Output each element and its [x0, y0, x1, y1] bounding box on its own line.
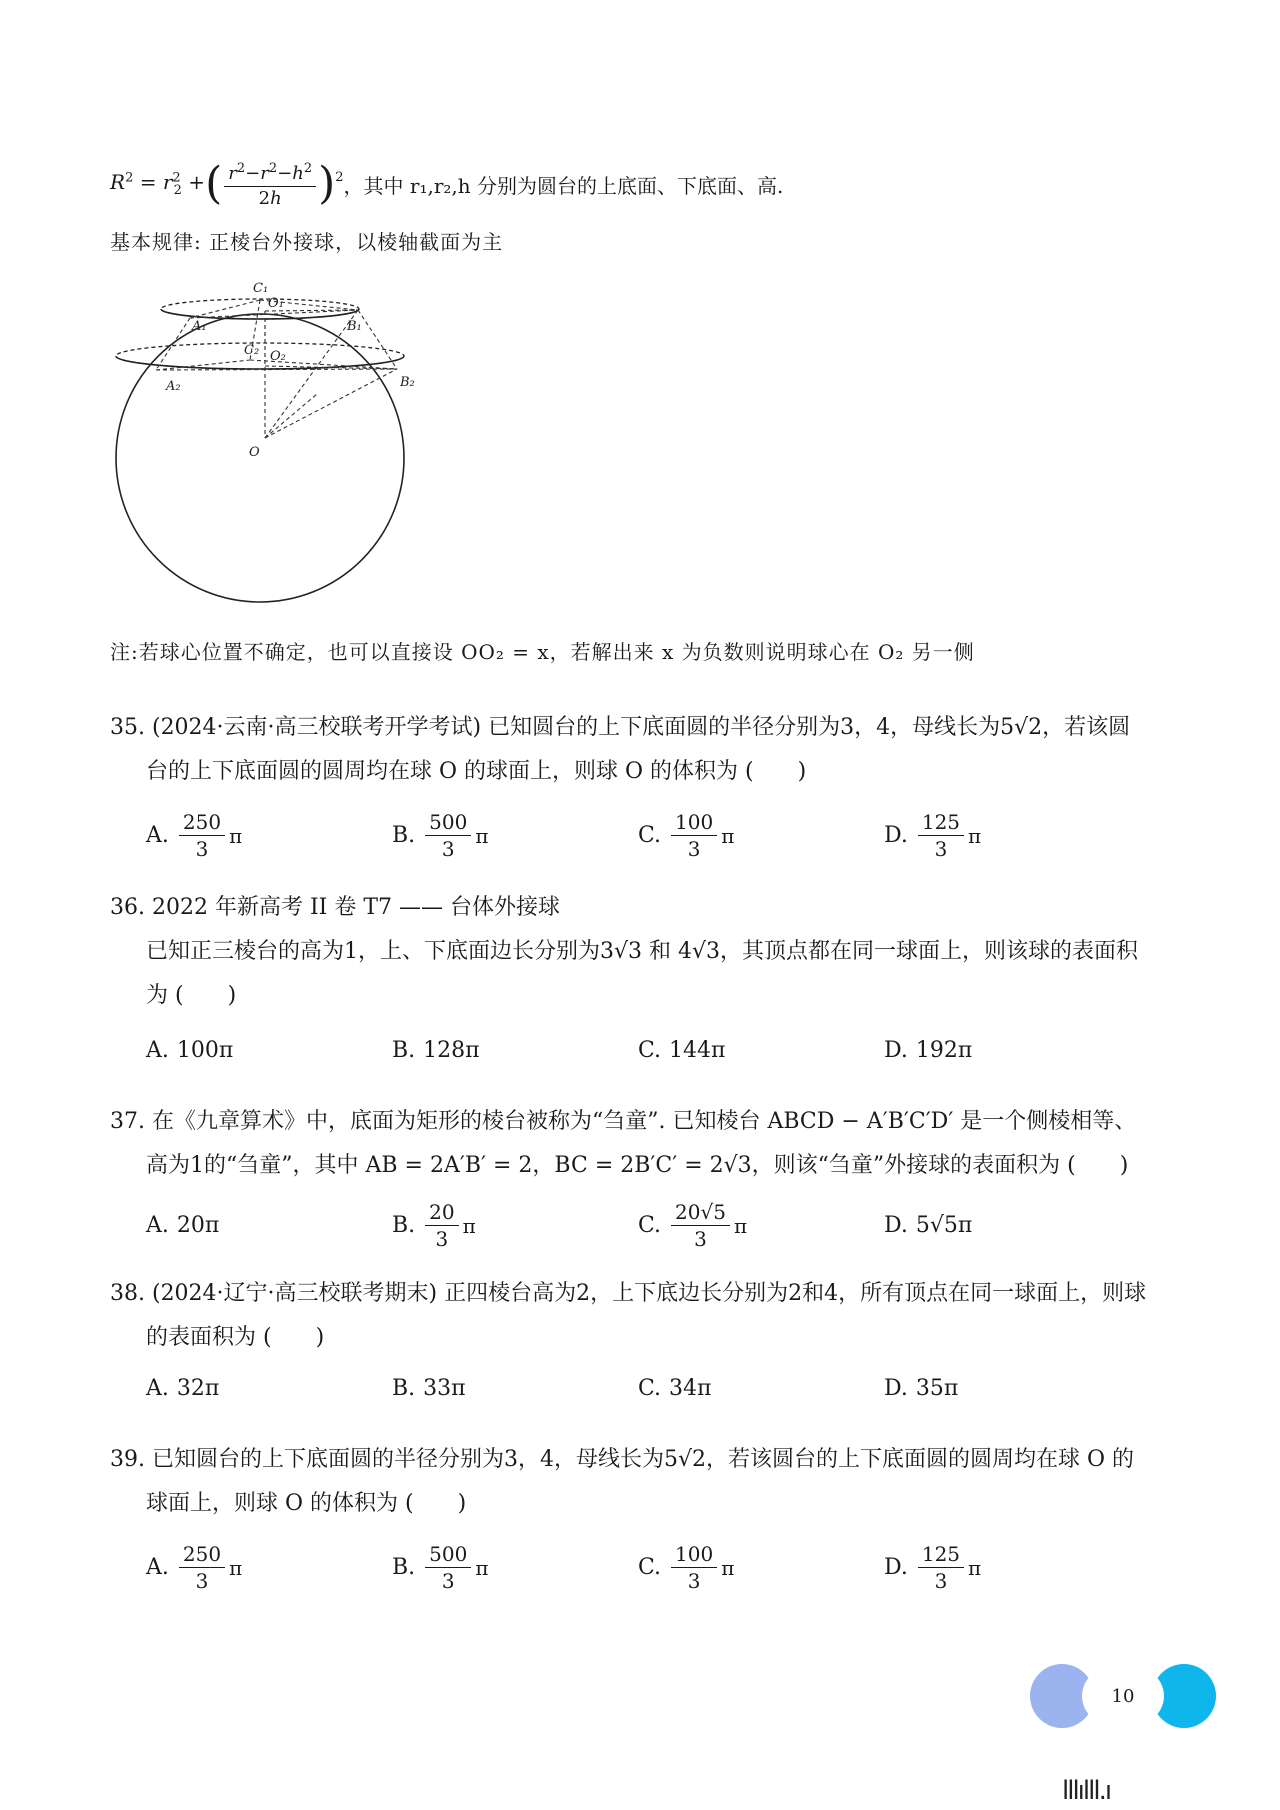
option-label: B.	[392, 1555, 416, 1580]
option-b[interactable]	[392, 810, 638, 861]
option-label: A.	[146, 823, 169, 848]
option-suffix: π	[968, 1555, 982, 1580]
option-numerator: 125	[918, 1542, 964, 1568]
option-numerator: 100	[671, 810, 717, 836]
option-d[interactable]	[884, 1200, 1130, 1251]
basic-rule-text: 基本规律: 正棱台外接球，以棱轴截面为主	[110, 230, 504, 254]
sphere-radius-formula: $R^2 = r^2_2$ + ( $\frac{r^2-r^2-h^2}{2h}$ ) 2 ，其中 r₁,r₂,h 分别为圆台的上底面、下底面、高.	[110, 158, 784, 209]
option-numerator: 500	[425, 1542, 471, 1568]
option-denominator: 3	[694, 1227, 707, 1251]
option-numerator: 20	[425, 1200, 458, 1226]
option-value: 32π	[176, 1376, 220, 1401]
option-denominator: 3	[441, 837, 455, 861]
page-number-badge	[1030, 1664, 1216, 1728]
option-a[interactable]	[146, 1038, 392, 1063]
option-denominator: 3	[687, 1569, 701, 1593]
option-numerator: 20√5	[671, 1200, 730, 1226]
question-line: 38. (2024·辽宁·高三校联考期末) 正四棱台高为2，上下底边长分别为2和4，所有顶点在同一球面上，则球	[110, 1281, 1147, 1306]
option-suffix: π	[229, 823, 243, 848]
label-o2: O₂	[270, 349, 286, 364]
option-label: C.	[638, 823, 662, 848]
option-suffix: π	[968, 823, 982, 848]
option-a[interactable]	[146, 1376, 392, 1401]
question-39	[110, 1438, 1180, 1526]
label-c1: C₁	[253, 281, 269, 296]
question-line: 39. 已知圆台的上下底面圆的半径分别为3，4，母线长为5√2，若该圆台的上下底面圆的圆周均在球 O 的	[110, 1447, 1135, 1472]
option-numerator: 500	[425, 810, 471, 836]
option-d[interactable]	[884, 810, 1130, 861]
option-label: D.	[884, 1376, 908, 1401]
question-36	[110, 886, 1180, 1018]
options-38	[146, 1376, 1130, 1401]
question-line: 台的上下底面圆的圆周均在球 O 的球面上，则球 O 的体积为 ( )	[146, 759, 807, 784]
option-b[interactable]	[392, 1542, 638, 1593]
option-label: C.	[638, 1213, 662, 1238]
option-denominator: 3	[195, 1569, 209, 1593]
option-denominator: 3	[934, 1569, 948, 1593]
option-suffix: π	[475, 1555, 489, 1580]
option-suffix: π	[721, 1555, 735, 1580]
option-label: A.	[146, 1038, 169, 1063]
option-label: D.	[884, 1555, 908, 1580]
label-o: O	[249, 445, 260, 460]
option-label: C.	[638, 1376, 662, 1401]
option-label: B.	[392, 823, 416, 848]
option-c[interactable]	[638, 1200, 884, 1251]
option-value: 34π	[669, 1376, 712, 1401]
option-suffix: π	[733, 1213, 748, 1238]
option-numerator: 250	[179, 1542, 225, 1568]
option-c[interactable]	[638, 1376, 884, 1401]
question-38	[110, 1272, 1180, 1360]
question-line: 为 ( )	[146, 983, 237, 1008]
option-suffix: π	[475, 823, 489, 848]
option-a[interactable]	[146, 1200, 392, 1251]
label-o1: O₁	[268, 296, 284, 311]
option-label: B.	[392, 1376, 416, 1401]
option-value: 5√5π	[915, 1213, 973, 1238]
option-numerator: 250	[179, 810, 225, 836]
formula-description: ，其中 r₁,r₂,h 分别为圆台的上底面、下底面、高.	[343, 173, 784, 198]
question-line: 36. 2022 年新高考 II 卷 T7 —— 台体外接球	[110, 895, 560, 920]
option-d[interactable]	[884, 1376, 1130, 1401]
option-a[interactable]	[146, 1542, 392, 1593]
option-label: A.	[146, 1555, 169, 1580]
question-line: 的表面积为 ( )	[146, 1325, 325, 1350]
watermark-logo: lllılll.ı	[1062, 1776, 1111, 1806]
label-a1: A₁	[192, 319, 207, 334]
option-suffix: π	[462, 1213, 476, 1238]
options-37	[146, 1200, 1130, 1251]
label-b1: B₁	[347, 319, 362, 334]
note-text: 注:若球心位置不确定，也可以直接设 OO₂ = x，若解出来 x 为负数则说明球心在 O₂ 另一侧	[110, 640, 975, 664]
label-b2: B₂	[400, 375, 415, 390]
option-d[interactable]	[884, 1038, 1130, 1063]
option-value: 144π	[669, 1038, 726, 1063]
option-value: 35π	[915, 1376, 959, 1401]
option-label: C.	[638, 1038, 662, 1063]
option-denominator: 3	[934, 837, 948, 861]
option-value: 192π	[915, 1038, 973, 1063]
option-c[interactable]	[638, 810, 884, 861]
option-label: B.	[392, 1038, 416, 1063]
option-label: C.	[638, 1555, 662, 1580]
option-d[interactable]	[884, 1542, 1130, 1593]
option-value: 20π	[176, 1213, 220, 1238]
question-35	[110, 706, 1180, 794]
question-line: 37. 在《九章算术》中，底面为矩形的棱台被称为“刍童”. 已知棱台 ABCD − A′B′C′D′ 是一个侧棱相等、	[110, 1109, 1137, 1134]
option-denominator: 3	[435, 1227, 449, 1251]
option-label: A.	[146, 1376, 169, 1401]
option-b[interactable]	[392, 1376, 638, 1401]
question-37	[110, 1100, 1180, 1188]
option-denominator: 3	[195, 837, 209, 861]
options-36	[146, 1038, 1130, 1063]
option-label: B.	[392, 1213, 416, 1238]
question-line: 35. (2024·云南·高三校联考开学考试) 已知圆台的上下底面圆的半径分别为3，4，母线长为5√2，若该圆	[110, 715, 1131, 740]
page-number: 10	[1082, 1668, 1164, 1724]
option-b[interactable]	[392, 1200, 638, 1251]
option-b[interactable]	[392, 1038, 638, 1063]
option-denominator: 3	[441, 1569, 455, 1593]
option-value: 100π	[176, 1038, 234, 1063]
option-numerator: 100	[671, 1542, 717, 1568]
option-a[interactable]	[146, 810, 392, 861]
option-c[interactable]	[638, 1038, 884, 1063]
option-denominator: 3	[687, 837, 701, 861]
option-label: A.	[146, 1213, 169, 1238]
option-numerator: 125	[918, 810, 964, 836]
option-label: D.	[884, 823, 908, 848]
options-39	[146, 1542, 1130, 1593]
label-a2: A₂	[166, 379, 181, 394]
option-value: 128π	[423, 1038, 480, 1063]
option-label: D.	[884, 1038, 908, 1063]
option-label: D.	[884, 1213, 908, 1238]
question-line: 球面上，则球 O 的体积为 ( )	[146, 1491, 467, 1516]
label-c2: C₂	[244, 343, 260, 358]
option-value: 33π	[423, 1376, 466, 1401]
question-line: 高为1的“刍童”，其中 AB = 2A′B′ = 2，BC = 2B′C′ = 2√3，则该“刍童”外接球的表面积为 ( )	[146, 1153, 1129, 1178]
frustum-in-sphere-figure	[110, 262, 415, 602]
options-35	[146, 810, 1130, 861]
option-suffix: π	[721, 823, 735, 848]
option-c[interactable]	[638, 1542, 884, 1593]
option-suffix: π	[229, 1555, 243, 1580]
question-line: 已知正三棱台的高为1，上、下底面边长分别为3√3 和 4√3，其顶点都在同一球面上，则该球的表面积	[146, 939, 1139, 964]
